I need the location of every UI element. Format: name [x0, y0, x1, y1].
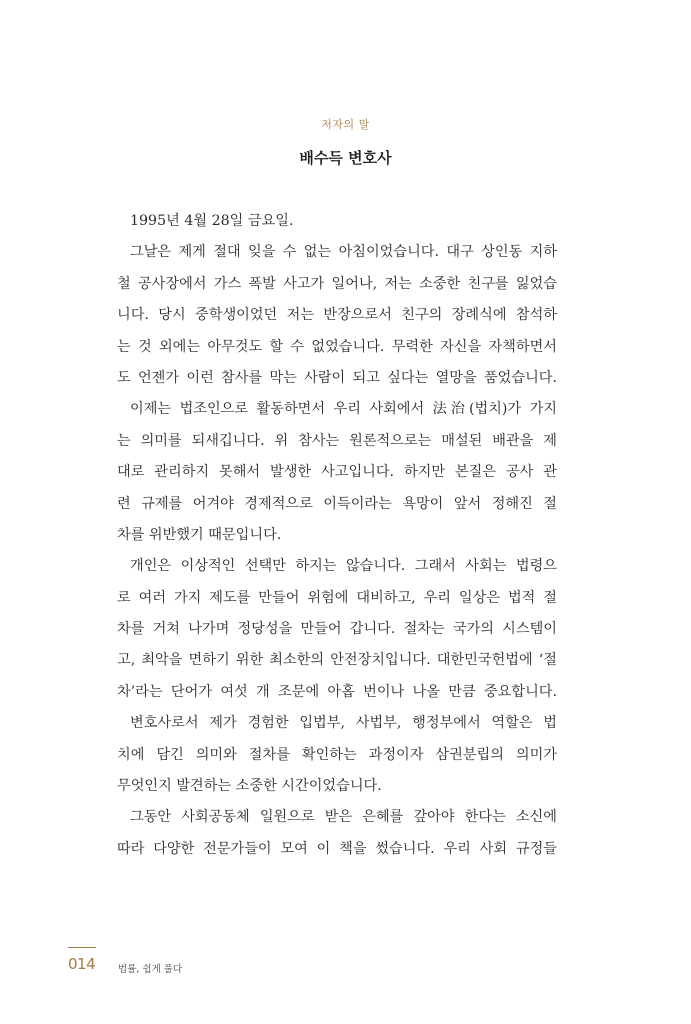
text-line: 차를 위반했기 때문입니다.: [117, 526, 282, 543]
text-line: 로 여러 가지 제도를 만들어 위험에 대비하고, 우리 일상은 법적 절: [117, 589, 557, 606]
text-line: 그동안 사회공동체 일원으로 받은 은혜를 갚아야 한다는 소신에: [130, 809, 557, 826]
text-line: 련 규제를 어겨야 경제적으로 이득이라는 욕망이 앞서 정해진 절: [117, 495, 557, 512]
body-text: [117, 206, 557, 865]
text-line: 차’라는 단어가 여섯 개 조문에 아홉 번이나 나올 만큼 중요합니다.: [117, 683, 557, 700]
text-line: 1995년 4월 28일 금요일.: [130, 213, 294, 229]
text-line: 따라 다양한 전문가들이 모여 이 책을 썼습니다. 우리 사회 규정들: [117, 840, 557, 857]
text-line: 차를 거쳐 나가며 정당성을 만들어 갑니다. 절차는 국가의 시스템이: [117, 621, 557, 638]
page-number: 014: [68, 955, 96, 973]
text-line: 는 것 외에는 아무것도 할 수 없었습니다. 무력한 자신을 자책하면서: [117, 338, 557, 355]
text-line: 대로 관리하지 못해서 발생한 사고입니다. 하지만 본질은 공사 관: [117, 464, 557, 481]
text-line: 니다. 당시 중학생이었던 저는 반장으로서 친구의 장례식에 참석하: [117, 307, 557, 324]
section-label: 저자의 말: [321, 118, 370, 131]
text-line: 이제는 법조인으로 활동하면서 우리 사회에서 法治(법치)가 가지: [130, 401, 557, 418]
book-title: 법률, 쉽게 풀다: [118, 964, 183, 975]
text-line: 는 의미를 되새깁니다. 위 참사는 원론적으로는 매설된 배관을 제: [117, 432, 557, 449]
text-line: 치에 담긴 의미와 절차를 확인하는 과정이자 삼권분립의 의미가: [117, 746, 557, 763]
text-line: 그날은 제게 절대 잊을 수 없는 아침이었습니다. 대구 상인동 지하: [130, 244, 557, 261]
text-line: 변호사로서 제가 경험한 입법부, 사법부, 행정부에서 역할은 법: [130, 715, 557, 732]
footer-rule: [68, 947, 96, 948]
text-line: 도 언젠가 이런 참사를 막는 사람이 되고 싶다는 열망을 품었습니다.: [117, 369, 557, 386]
author-name: 배수득 변호사: [299, 149, 392, 167]
text-line: 고, 최악을 면하기 위한 최소한의 안전장치입니다. 대한민국헌법에 ‘절: [117, 652, 557, 669]
text-line: 무엇인지 발견하는 소중한 시간이었습니다.: [117, 778, 382, 795]
text-line: 철 공사장에서 가스 폭발 사고가 일어나, 저는 소중한 친구를 잃었습: [117, 275, 557, 292]
text-line: 개인은 이상적인 선택만 하지는 않습니다. 그래서 사회는 법령으: [130, 558, 557, 575]
